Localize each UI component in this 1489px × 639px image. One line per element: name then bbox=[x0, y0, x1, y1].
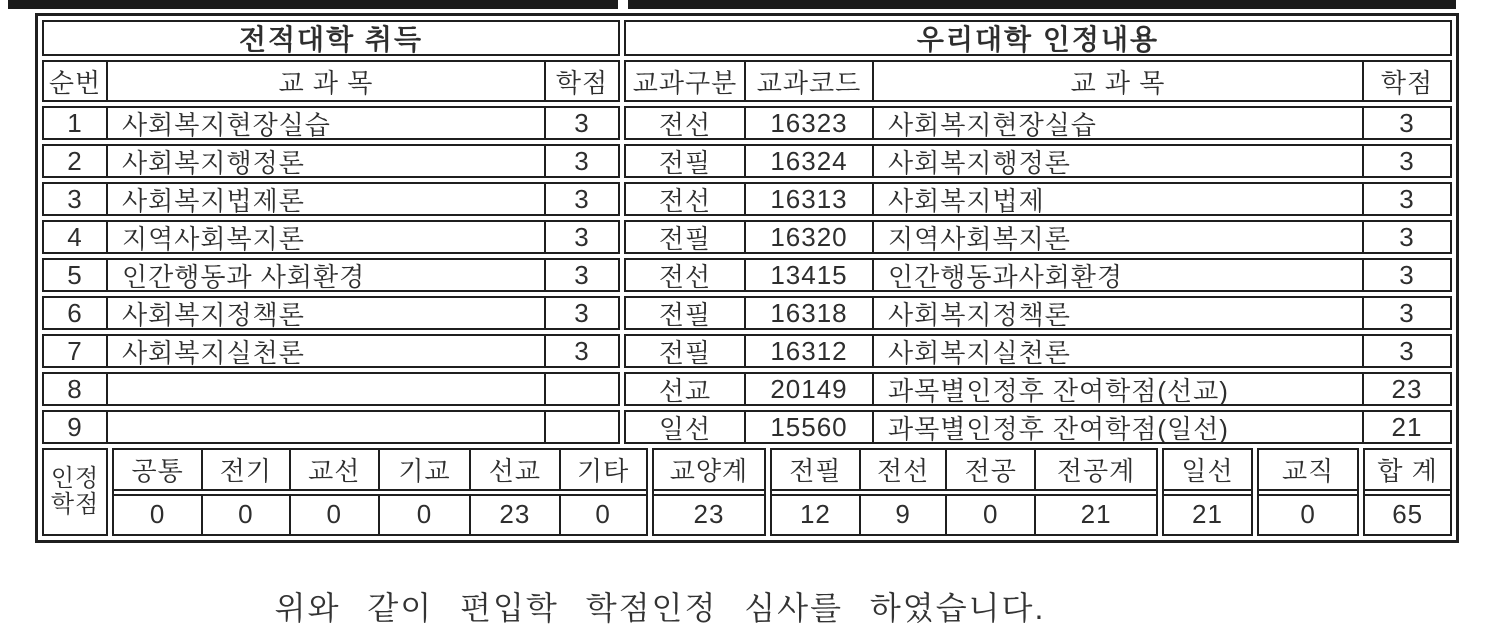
summary-value-cell: 0 bbox=[1259, 494, 1357, 535]
prev-credit-cell: 3 bbox=[544, 146, 618, 176]
data-rows bbox=[42, 106, 1452, 444]
summary-label-cell: 선교 bbox=[469, 450, 558, 491]
our-university-row-box bbox=[624, 296, 1452, 330]
summary-group-box bbox=[1363, 448, 1452, 536]
credit-cell: 3 bbox=[1362, 184, 1450, 214]
row-no-cell: 5 bbox=[67, 260, 83, 290]
category-cell: 전필 bbox=[658, 147, 712, 176]
prev-university-row-box bbox=[42, 220, 620, 254]
summary-label-cell: 기타 bbox=[559, 450, 646, 491]
prev-credit-cell bbox=[544, 374, 618, 404]
prev-university-row-box bbox=[42, 334, 620, 368]
code-cell: 16318 bbox=[744, 298, 872, 328]
top-scan-bar bbox=[8, 0, 1456, 9]
top-scan-bar-notch bbox=[618, 0, 628, 9]
code-cell: 15560 bbox=[744, 412, 872, 442]
table-row bbox=[42, 182, 1452, 216]
course-cell: 과목별인정후 잔여학점(일선) bbox=[872, 412, 1362, 442]
credit-cell: 3 bbox=[1362, 146, 1450, 176]
section-title-row bbox=[42, 20, 1452, 56]
table-row bbox=[42, 220, 1452, 254]
row-no-cell: 2 bbox=[67, 146, 83, 176]
summary-label-cell: 공통 bbox=[114, 450, 201, 491]
summary-value-cell: 0 bbox=[945, 494, 1034, 535]
header-no: 순번 bbox=[48, 67, 102, 98]
our-university-row-box bbox=[624, 334, 1452, 368]
course-cell: 과목별인정후 잔여학점(선교) bbox=[872, 374, 1362, 404]
credit-cell: 3 bbox=[1362, 222, 1450, 252]
prev-course-cell bbox=[106, 412, 544, 442]
credit-table bbox=[35, 13, 1459, 543]
category-cell: 선교 bbox=[658, 375, 712, 404]
prev-university-row-box bbox=[42, 372, 620, 406]
table-row bbox=[42, 410, 1452, 444]
prev-credit-cell: 3 bbox=[544, 336, 618, 366]
previous-university-title-box bbox=[42, 20, 620, 56]
category-cell: 전선 bbox=[658, 109, 712, 138]
our-university-title-box bbox=[624, 20, 1452, 56]
prev-credit-cell: 3 bbox=[544, 108, 618, 138]
summary-value-cell: 21 bbox=[1164, 494, 1251, 535]
header-prev-credit: 학점 bbox=[544, 62, 618, 100]
course-cell: 사회복지법제 bbox=[872, 184, 1362, 214]
table-row bbox=[42, 258, 1452, 292]
footer-caption: 위와 같이 편입학 학점인정 심사를 하였습니다. bbox=[274, 590, 1046, 626]
prev-course-cell: 사회복지정책론 bbox=[106, 298, 544, 328]
summary-row-label-line1: 인정 bbox=[50, 465, 100, 493]
summary-value-cell: 12 bbox=[772, 494, 859, 535]
prev-credit-cell: 3 bbox=[544, 222, 618, 252]
credit-cell: 3 bbox=[1362, 298, 1450, 328]
prev-course-cell bbox=[106, 374, 544, 404]
our-university-title: 우리대학 인정내용 bbox=[916, 24, 1160, 55]
prev-credit-cell: 3 bbox=[544, 298, 618, 328]
row-no-cell: 1 bbox=[67, 108, 83, 138]
prev-credit-cell: 3 bbox=[544, 184, 618, 214]
summary-row-label-line2: 학점 bbox=[50, 491, 100, 518]
prev-course-cell: 지역사회복지론 bbox=[106, 222, 544, 252]
code-cell: 16313 bbox=[744, 184, 872, 214]
code-cell: 16312 bbox=[744, 336, 872, 366]
prev-university-row-box bbox=[42, 296, 620, 330]
left-header-box bbox=[42, 60, 620, 102]
prev-course-cell: 사회복지행정론 bbox=[106, 146, 544, 176]
column-header-row bbox=[42, 60, 1452, 102]
row-no-cell: 4 bbox=[67, 222, 83, 252]
summary-label-cell: 기교 bbox=[378, 450, 469, 491]
prev-credit-cell: 3 bbox=[544, 260, 618, 290]
summary-group-box bbox=[112, 448, 648, 536]
prev-university-row-box bbox=[42, 182, 620, 216]
our-university-row-box bbox=[624, 106, 1452, 140]
summary-label-cell: 합 계 bbox=[1365, 450, 1450, 491]
summary-value-cell: 65 bbox=[1365, 494, 1450, 535]
prev-credit-cell bbox=[544, 412, 618, 442]
header-prev-course: 교 과 목 bbox=[106, 62, 544, 100]
prev-university-row-box bbox=[42, 106, 620, 140]
category-cell: 전필 bbox=[658, 337, 712, 366]
summary-value-cell: 0 bbox=[289, 494, 378, 535]
summary-value-cell: 9 bbox=[859, 494, 946, 535]
credit-cell: 3 bbox=[1362, 336, 1450, 366]
course-cell: 지역사회복지론 bbox=[872, 222, 1362, 252]
course-cell: 사회복지실천론 bbox=[872, 336, 1362, 366]
summary-label-cell: 전필 bbox=[772, 450, 859, 491]
summary-label-cell: 전공계 bbox=[1034, 450, 1156, 491]
table-row bbox=[42, 334, 1452, 368]
summary-value-cell: 23 bbox=[469, 494, 558, 535]
summary-group-box bbox=[770, 448, 1158, 536]
summary-value-cell: 23 bbox=[654, 494, 764, 535]
summary-value-cell: 0 bbox=[114, 494, 201, 535]
row-no-cell: 7 bbox=[67, 336, 83, 366]
row-no-cell: 9 bbox=[67, 412, 83, 442]
credit-cell: 23 bbox=[1362, 374, 1450, 404]
summary-value-cell: 0 bbox=[201, 494, 288, 535]
prev-university-row-box bbox=[42, 258, 620, 292]
credit-cell: 3 bbox=[1362, 108, 1450, 138]
table-row bbox=[42, 296, 1452, 330]
summary-row bbox=[42, 448, 1452, 536]
prev-course-cell: 사회복지실천론 bbox=[106, 336, 544, 366]
category-cell: 전필 bbox=[658, 223, 712, 252]
header-code: 교과코드 bbox=[744, 62, 872, 100]
right-header-box bbox=[624, 60, 1452, 102]
header-category: 교과구분 bbox=[632, 67, 738, 98]
summary-group-box bbox=[1162, 448, 1253, 536]
our-university-row-box bbox=[624, 144, 1452, 178]
summary-value-cell: 21 bbox=[1034, 494, 1156, 535]
prev-course-cell: 사회복지법제론 bbox=[106, 184, 544, 214]
summary-label-cell: 교양계 bbox=[654, 450, 764, 491]
code-cell: 16324 bbox=[744, 146, 872, 176]
our-university-row-box bbox=[624, 258, 1452, 292]
category-cell: 일선 bbox=[658, 413, 712, 442]
credit-cell: 3 bbox=[1362, 260, 1450, 290]
table-row bbox=[42, 144, 1452, 178]
credit-cell: 21 bbox=[1362, 412, 1450, 442]
course-cell: 사회복지현장실습 bbox=[872, 108, 1362, 138]
previous-university-title: 전적대학 취득 bbox=[238, 24, 424, 55]
code-cell: 16320 bbox=[744, 222, 872, 252]
summary-label-cell: 교선 bbox=[289, 450, 378, 491]
summary-label-cell: 일선 bbox=[1164, 450, 1251, 491]
row-no-cell: 8 bbox=[67, 374, 83, 404]
summary-label-cell: 전공 bbox=[945, 450, 1034, 491]
summary-group-box bbox=[1257, 448, 1359, 536]
course-cell: 사회복지정책론 bbox=[872, 298, 1362, 328]
row-no-cell: 3 bbox=[67, 184, 83, 214]
summary-group-box bbox=[652, 448, 766, 536]
summary-label-cell: 전선 bbox=[859, 450, 946, 491]
code-cell: 16323 bbox=[744, 108, 872, 138]
course-cell: 인간행동과사회환경 bbox=[872, 260, 1362, 290]
our-university-row-box bbox=[624, 372, 1452, 406]
our-university-row-box bbox=[624, 182, 1452, 216]
code-cell: 13415 bbox=[744, 260, 872, 290]
table-row bbox=[42, 372, 1452, 406]
header-credit: 학점 bbox=[1362, 62, 1450, 100]
summary-label-cell: 교직 bbox=[1259, 450, 1357, 491]
table-row bbox=[42, 106, 1452, 140]
category-cell: 전필 bbox=[658, 299, 712, 328]
our-university-row-box bbox=[624, 220, 1452, 254]
prev-university-row-box bbox=[42, 144, 620, 178]
category-cell: 전선 bbox=[658, 185, 712, 214]
course-cell: 사회복지행정론 bbox=[872, 146, 1362, 176]
prev-course-cell: 인간행동과 사회환경 bbox=[106, 260, 544, 290]
summary-label-cell: 전기 bbox=[201, 450, 288, 491]
category-cell: 전선 bbox=[658, 261, 712, 290]
prev-course-cell: 사회복지현장실습 bbox=[106, 108, 544, 138]
summary-row-label bbox=[42, 448, 108, 536]
row-no-cell: 6 bbox=[67, 298, 83, 328]
header-course: 교 과 목 bbox=[872, 62, 1362, 100]
prev-university-row-box bbox=[42, 410, 620, 444]
summary-value-cell: 0 bbox=[378, 494, 469, 535]
code-cell: 20149 bbox=[744, 374, 872, 404]
summary-value-cell: 0 bbox=[559, 494, 646, 535]
our-university-row-box bbox=[624, 410, 1452, 444]
